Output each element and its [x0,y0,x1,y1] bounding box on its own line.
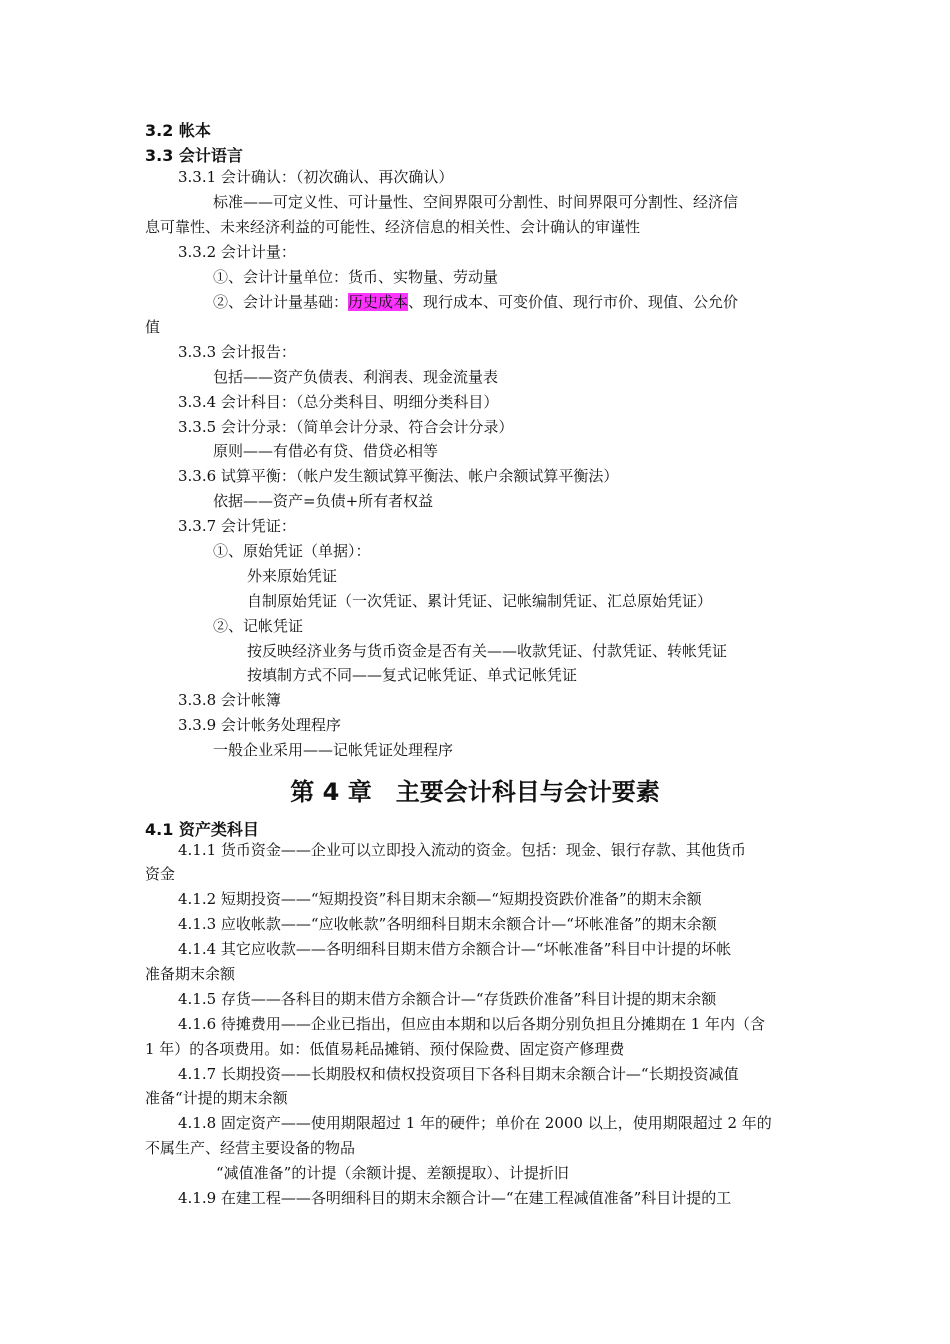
text-line: 3.3.5 会计分录：（简单会计分录、符合会计分录） [178,418,514,436]
text-line: 包括——资产负债表、利润表、现金流量表 [213,368,499,386]
text-fragment: 、现行成本、可变价值、现行市价、现值、公允价 [408,293,739,311]
text-line [213,292,738,312]
text-line: 4.1.1 货币资金——企业可以立即投入流动的资金。包括：现金、银行存款、其他货币 [178,841,746,859]
text-line: 一般企业采用——记帐凭证处理程序 [213,741,454,759]
text-line: 4.1.7 长期投资——长期股权和债权投资项目下各科目期末余额合计—“长期投资减值 [178,1065,739,1083]
text-line: 4.1.6 待摊费用——企业已指出，但应由本期和以后各期分别负担且分摊期在 1 年内（含 [178,1015,766,1033]
chapter-title: 第 4 章 主要会计科目与会计要素 [290,778,660,806]
text-line: 4.1.4 其它应收款——各明细科目期末借方余额合计—“坏帐准备”科目中计提的坏帐 [178,940,732,958]
text-fragment: ②、会计计量基础： [213,293,349,311]
text-line: 按反映经济业务与货币资金是否有关——收款凭证、付款凭证、转帐凭证 [247,642,728,660]
text-line: 外来原始凭证 [247,567,338,585]
text-line: 息可靠性、未来经济利益的可能性、经济信息的相关性、会计确认的审谨性 [145,218,641,236]
text-line: 4.1.3 应收帐款——“应收帐款”各明细科目期末余额合计—“坏帐准备”的期末余额 [178,915,717,933]
text-line: 准备“计提的期末余额 [145,1089,288,1107]
section-heading-3-2: 3.2 帐本 [145,121,211,140]
section-heading-4-1: 4.1 资产类科目 [145,820,259,839]
text-line: 3.3.3 会计报告： [178,343,296,361]
text-line: 3.3.9 会计帐务处理程序 [178,716,341,734]
text-line: 3.3.7 会计凭证： [178,517,296,535]
text-line: 资金 [145,865,176,883]
text-line: 3.3.2 会计计量： [178,243,296,261]
text-line: 依据——资产=负债+所有者权益 [213,492,434,510]
text-line: 1 年）的各项费用。如：低值易耗品摊销、预付保险费、固定资产修理费 [145,1040,625,1058]
text-line: 4.1.5 存货——各科目的期末借方余额合计—“存货跌价准备”科目计提的期末余额 [178,990,717,1008]
text-line: 4.1.2 短期投资——“短期投资”科目期末余额—“短期投资跌价准备”的期末余额 [178,890,702,908]
text-line: 3.3.4 会计科目：（总分类科目、明细分类科目） [178,393,499,411]
highlighted-text: 历史成本 [348,293,409,311]
text-line: ②、记帐凭证 [213,617,304,635]
text-line: 自制原始凭证（一次凭证、累计凭证、记帐编制凭证、汇总原始凭证） [247,592,713,610]
text-line: ①、会计计量单位：货币、实物量、劳动量 [213,268,499,286]
text-line: “减值准备”的计提（余额计提、差额提取）、计提折旧 [216,1164,569,1182]
text-line: 3.3.1 会计确认：（初次确认、再次确认） [178,168,454,186]
text-line: 3.3.6 试算平衡：（帐户发生额试算平衡法、帐户余额试算平衡法） [178,467,619,485]
text-line: ①、原始凭证（单据）： [213,542,371,560]
text-line: 3.3.8 会计帐簿 [178,691,281,709]
text-line: 按填制方式不同——复式记帐凭证、单式记帐凭证 [247,666,578,684]
text-line: 不属生产、经营主要设备的物品 [145,1139,356,1157]
text-line: 值 [145,318,161,336]
text-line: 准备期末余额 [145,965,236,983]
text-line: 标准——可定义性、可计量性、空间界限可分割性、时间界限可分割性、经济信 [213,193,739,211]
text-line: 原则——有借必有贷、借贷必相等 [213,442,439,460]
section-heading-3-3: 3.3 会计语言 [145,146,243,165]
text-line: 4.1.8 固定资产——使用期限超过 1 年的硬件；单价在 2000 以上，使用期限超过 2 年的 [178,1114,772,1132]
text-line: 4.1.9 在建工程——各明细科目的期末余额合计—“在建工程减值准备”科目计提的工 [178,1189,732,1207]
